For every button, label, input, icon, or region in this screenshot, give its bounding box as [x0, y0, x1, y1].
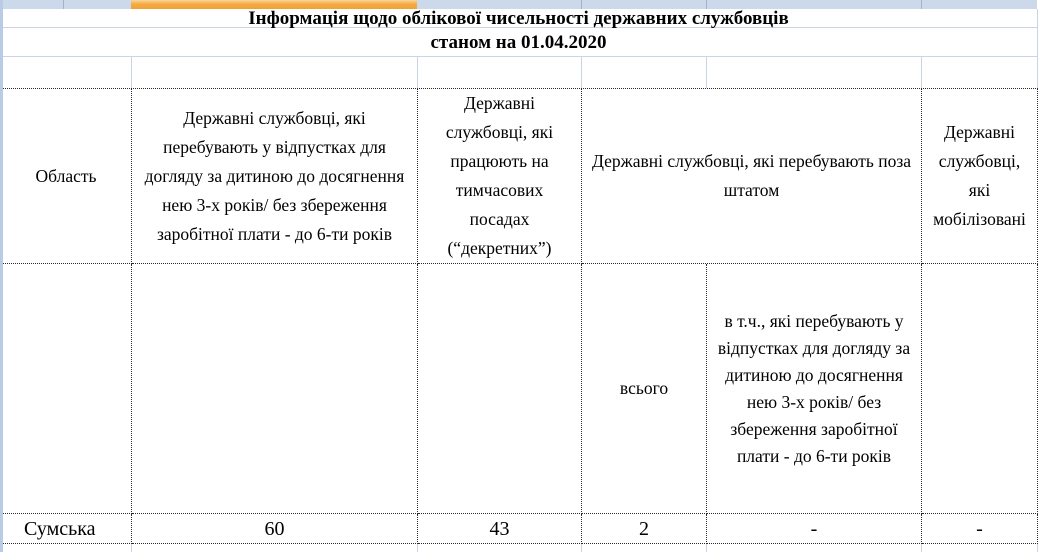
gridline	[417, 57, 418, 88]
region-value: Сумська	[24, 517, 96, 540]
mobilized-value: -	[976, 517, 983, 540]
column-header-segment	[0, 0, 131, 9]
gridline	[581, 57, 582, 88]
temporary-value: 43	[489, 517, 510, 540]
title-cell-line2[interactable]	[0, 28, 1037, 57]
gridline	[921, 57, 922, 88]
data-table	[0, 88, 1038, 544]
worksheet-left-edge	[0, 0, 3, 552]
header-off-staff-detail-label: в т.ч., які перебувають у відпустках для догляду за дитиною до досягнення нею 3-х років/ без збереження заробітної плати - до 6-ти років	[717, 310, 911, 466]
header2-cell-maternity-empty[interactable]	[132, 264, 418, 514]
header-cell-off-staff-detail[interactable]	[707, 264, 922, 514]
header-off-staff-total-label: всього	[619, 378, 669, 398]
header-cell-off-staff-total[interactable]	[582, 264, 707, 514]
header-region-label: Область	[35, 165, 97, 186]
cell-off-staff-detail-value[interactable]	[707, 514, 922, 544]
gridline	[1037, 9, 1038, 88]
maternity-value: 60	[264, 517, 285, 540]
header-maternity-label: Державні службовці, які перебувають у відпустках для догляду за дитиною до досягнення нею 3-х років/ без збереження заробітної плати - до 6-ти років	[144, 107, 405, 244]
cell-mobilized-value[interactable]	[922, 514, 1038, 544]
cell-maternity-value[interactable]	[132, 514, 418, 544]
gridline	[131, 57, 132, 88]
off-staff-total-value: 2	[639, 517, 649, 540]
gridline	[131, 544, 132, 552]
cell-temporary-value[interactable]	[418, 514, 582, 544]
column-header-divider	[63, 0, 64, 9]
cell-off-staff-total-value[interactable]	[582, 514, 707, 544]
title-line2: станом на 01.04.2020	[430, 31, 607, 53]
header2-cell-mobilized-empty[interactable]	[922, 264, 1038, 514]
gridline	[921, 544, 922, 552]
column-header-divider	[921, 0, 922, 9]
header-cell-off-staff[interactable]	[582, 89, 922, 264]
header-temporary-label: Державні службовці, які працюють на тимчасових посадах (“декретних”)	[445, 93, 554, 258]
header-off-staff-label: Державні службовці, які перебувають поза штатом	[591, 151, 912, 200]
gridline	[706, 57, 707, 88]
header-mobilized-label: Державні службовці, які мобілізовані	[933, 122, 1026, 229]
header-cell-temporary[interactable]	[418, 89, 582, 264]
empty-row[interactable]	[0, 57, 1037, 88]
gridline	[1037, 544, 1038, 552]
partial-row[interactable]	[0, 544, 1037, 552]
header-cell-mobilized[interactable]	[922, 89, 1038, 264]
header2-cell-temporary-empty[interactable]	[418, 264, 582, 514]
gridline	[706, 544, 707, 552]
title-cell-line1[interactable]	[0, 9, 1037, 28]
header-cell-region[interactable]	[1, 89, 132, 264]
cell-region-value[interactable]	[1, 514, 132, 544]
header-cell-maternity[interactable]	[132, 89, 418, 264]
title-line1: Інформація щодо облікової чисельності державних службовців	[248, 7, 789, 29]
off-staff-detail-value: -	[810, 517, 818, 540]
header2-cell-region-empty[interactable]	[1, 264, 132, 514]
gridline	[581, 544, 582, 552]
gridline	[417, 544, 418, 552]
